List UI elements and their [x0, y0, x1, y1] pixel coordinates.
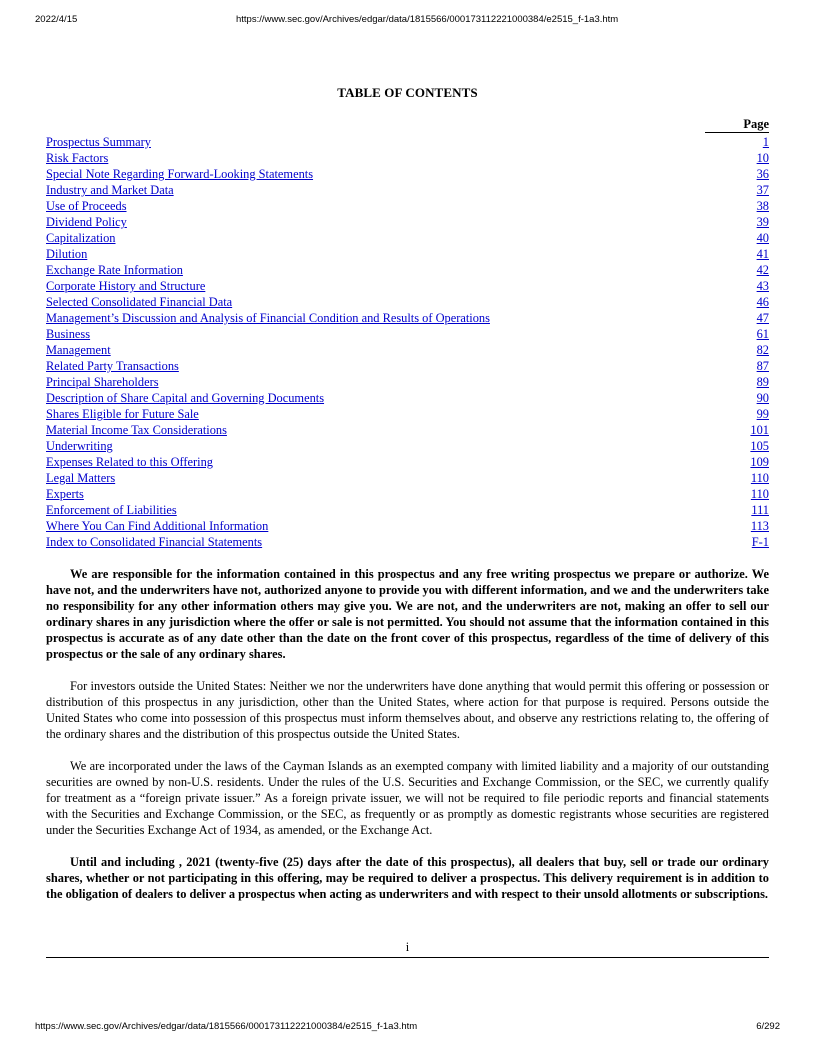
toc-entry-page-link[interactable]: 46: [756, 295, 769, 309]
footer-page-count: 6/292: [756, 1021, 780, 1032]
toc-entry-link[interactable]: Industry and Market Data: [46, 183, 174, 197]
print-date: 2022/4/15: [35, 14, 78, 25]
toc-entry: [46, 454, 769, 470]
responsibility-paragraph: We are responsible for the information contained in this prospectus and any free writing prospectus we prepare or authorize. We have not, and the underwriters have not, authorized anyone to provide you with different information, and we and the underwriters take no responsibility for any other information others may give you. We are not, and the underwriters are not, making an offer to sell our ordinary shares in any jurisdiction where the offer or sale is not permitted. You should not assume that the information contained in this prospectus is accurate as of any date other than the date on the front cover of this prospectus, regardless of the time of delivery of this prospectus or the sale of any ordinary shares.: [46, 567, 769, 661]
toc-entry-link[interactable]: Business: [46, 327, 91, 341]
toc-entry-page-link[interactable]: F-1: [751, 535, 769, 549]
toc-entry: [46, 182, 769, 198]
page-number: i: [405, 940, 410, 954]
toc-entry: [46, 374, 769, 390]
toc-entry-page-link[interactable]: 111: [751, 503, 769, 517]
toc-entry-page-link[interactable]: 47: [756, 311, 769, 325]
toc-entry-link[interactable]: Related Party Transactions: [46, 359, 179, 373]
outside-us-paragraph: For investors outside the United States: Neither we nor the underwriters have done anything that would permit this offering or possession or distribution of this prospectus in any jurisdiction, other than the United States, where action for that purpose is required. Persons outside the United States who come into possession of this prospectus must inform themselves about, and observe any restrictions relating to, the offering of the ordinary shares and the distribution of this prospectus outside the United States.: [46, 679, 769, 741]
dealers-paragraph: Until and including , 2021 (twenty-five (25) days after the date of this prospectus), all dealers that buy, sell or trade our ordinary shares, whether or not participating in this offering, may be required to deliver a prospectus. This delivery requirement is in addition to the obligation of dealers to deliver a prospectus when acting as underwriters and with respect to their unsold allotments or subscriptions.: [46, 855, 769, 901]
toc-entry: [46, 150, 769, 166]
toc-entry: [46, 262, 769, 278]
toc-entry: [46, 358, 769, 374]
toc-entry: [46, 166, 769, 182]
toc-entry-page-link[interactable]: 39: [756, 215, 769, 229]
bottom-rule: [46, 957, 769, 958]
toc-entry-link[interactable]: Management’s Discussion and Analysis of Financial Condition and Results of Operations: [46, 311, 490, 325]
toc-entry-page-link[interactable]: 109: [750, 455, 769, 469]
toc-entry: [46, 294, 769, 310]
toc-entry-page-link[interactable]: 37: [756, 183, 769, 197]
toc-entry-page-link[interactable]: 82: [756, 343, 769, 357]
toc-entry: [46, 310, 769, 326]
toc-entry-page-link[interactable]: 90: [756, 391, 769, 405]
toc-entry-page-link[interactable]: 99: [756, 407, 769, 421]
toc-entry: [46, 214, 769, 230]
toc-entry-link[interactable]: Prospectus Summary: [46, 135, 151, 149]
toc-entry: [46, 534, 769, 550]
toc-entry-link[interactable]: Selected Consolidated Financial Data: [46, 295, 233, 309]
toc-entry-page-link[interactable]: 101: [750, 423, 769, 437]
toc-entry: [46, 390, 769, 406]
toc-entry-link[interactable]: Where You Can Find Additional Information: [46, 519, 269, 533]
toc-entry-page-link[interactable]: 87: [756, 359, 769, 373]
toc-entry-page-link[interactable]: 10: [756, 151, 769, 165]
print-url: https://www.sec.gov/Archives/edgar/data/1815566/000173112221000384/e2515_f-1a3.htm: [236, 14, 619, 25]
toc-entry: [46, 502, 769, 518]
toc-entry-page-link[interactable]: 36: [756, 167, 769, 181]
toc-entry: [46, 342, 769, 358]
toc-title: TABLE OF CONTENTS: [337, 85, 478, 100]
toc-entry-link[interactable]: Exchange Rate Information: [46, 263, 183, 277]
toc-entry: [46, 422, 769, 438]
toc-entry: [46, 518, 769, 534]
toc-entry-link[interactable]: Corporate History and Structure: [46, 279, 206, 293]
toc-entry-link[interactable]: Description of Share Capital and Governing Documents: [46, 391, 325, 405]
toc-entry-link[interactable]: Risk Factors: [46, 151, 109, 165]
toc-entry: [46, 406, 769, 422]
toc-entry-link[interactable]: Use of Proceeds: [46, 199, 127, 213]
print-footer: [0, 1021, 815, 1035]
print-header: [0, 14, 815, 28]
toc-entry-page-link[interactable]: 38: [756, 199, 769, 213]
toc-entry: [46, 230, 769, 246]
toc-page-column-header: Page: [705, 117, 769, 133]
toc-entry-link[interactable]: Shares Eligible for Future Sale: [46, 407, 199, 421]
toc-entry-link[interactable]: Special Note Regarding Forward-Looking Statements: [46, 167, 314, 181]
toc-entry-page-link[interactable]: 1: [762, 135, 769, 149]
toc-entry: [46, 438, 769, 454]
toc-entry: [46, 198, 769, 214]
toc-entry-link[interactable]: Dilution: [46, 247, 88, 261]
toc-entry-page-link[interactable]: 105: [750, 439, 769, 453]
toc-entry: [46, 326, 769, 342]
table-of-contents: [46, 134, 769, 550]
footer-url: https://www.sec.gov/Archives/edgar/data/1815566/000173112221000384/e2515_f-1a3.htm: [35, 1021, 418, 1032]
toc-entry-link[interactable]: Management: [46, 343, 111, 357]
toc-entry: [46, 246, 769, 262]
toc-entry-link[interactable]: Material Income Tax Considerations: [46, 423, 227, 437]
toc-entry-link[interactable]: Enforcement of Liabilities: [46, 503, 177, 517]
toc-entry-page-link[interactable]: 61: [756, 327, 769, 341]
toc-entry: [46, 134, 769, 150]
toc-entry-link[interactable]: Expenses Related to this Offering: [46, 455, 214, 469]
toc-entry-link[interactable]: Capitalization: [46, 231, 116, 245]
toc-entry-page-link[interactable]: 42: [756, 263, 769, 277]
toc-entry-link[interactable]: Dividend Policy: [46, 215, 127, 229]
toc-entry-page-link[interactable]: 113: [750, 519, 769, 533]
toc-entry: [46, 470, 769, 486]
toc-entry: [46, 486, 769, 502]
toc-entry: [46, 278, 769, 294]
toc-entry-page-link[interactable]: 89: [756, 375, 769, 389]
toc-entry-link[interactable]: Principal Shareholders: [46, 375, 159, 389]
toc-entry-link[interactable]: Legal Matters: [46, 471, 116, 485]
toc-entry-page-link[interactable]: 110: [750, 471, 769, 485]
toc-entry-link[interactable]: Underwriting: [46, 439, 113, 453]
toc-entry-link[interactable]: Index to Consolidated Financial Statements: [46, 535, 263, 549]
toc-entry-page-link[interactable]: 40: [756, 231, 769, 245]
toc-entry-page-link[interactable]: 43: [756, 279, 769, 293]
toc-entry-link[interactable]: Experts: [46, 487, 84, 501]
toc-entry-page-link[interactable]: 110: [750, 487, 769, 501]
cayman-paragraph: We are incorporated under the laws of the Cayman Islands as an exempted company with limited liability and a majority of our outstanding securities are owned by non-U.S. residents. Under the rules of the U.S. Securities and Exchange Commission, or the SEC, we currently qualify for treatment as a “foreign private issuer.” As a foreign private issuer, we will not be required to file periodic reports and financial statements with the Securities and Exchange Commission, or the SEC, as frequently or as promptly as domestic registrants whose securities are registered under the Securities Exchange Act of 1934, as amended, or the Exchange Act.: [46, 759, 769, 837]
toc-entry-page-link[interactable]: 41: [756, 247, 769, 261]
